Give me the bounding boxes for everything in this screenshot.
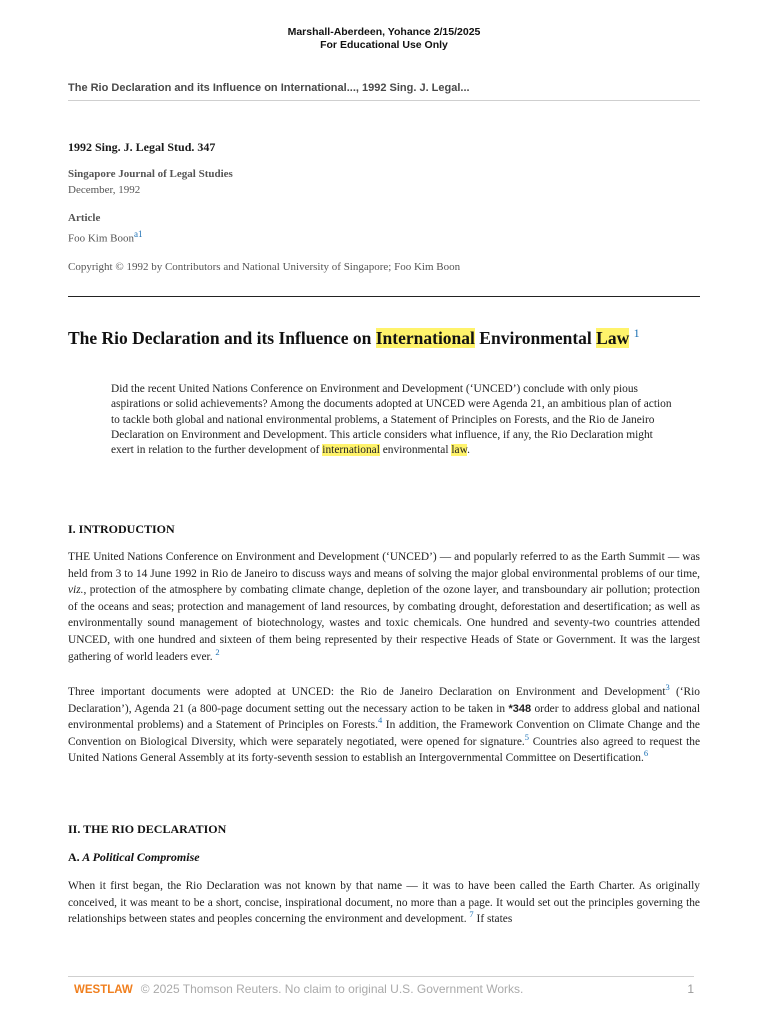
footer <box>68 976 694 996</box>
paragraph-text: Countries also agreed to request the United Nations General Assembly at its forty-seventh session to establish an Intergovernmental Committee on Desertification. <box>68 735 701 765</box>
footnote-link[interactable]: 6 <box>643 748 649 759</box>
paragraph-2 <box>68 684 700 767</box>
star-page: *348 <box>508 702 532 715</box>
page-number: 1 <box>687 982 694 996</box>
footnote-link[interactable]: 4 <box>377 715 383 726</box>
paragraph-text: THE United Nations Conference on Environment and Development (‘UNCED’) — and popularly referred to as the Earth Summit — was held from 3 to 14 June 1992 in Rio de Janeiro to discuss ways and means of solving the major global environmental problems of our time, <box>68 551 700 580</box>
author <box>68 229 143 245</box>
printed-header <box>0 26 768 52</box>
copyright: Copyright © 1992 by Contributors and National University of Singapore; Foo Kim Boon <box>68 261 461 273</box>
educational-use-notice: For Educational Use Only <box>320 39 448 51</box>
copyright-notice: © 2025 Thomson Reuters. No claim to original U.S. Government Works. <box>140 982 524 996</box>
subsection-label: A. <box>68 850 80 864</box>
search-highlight: International <box>375 327 475 348</box>
search-highlight: law <box>451 444 468 457</box>
paragraph-text: When it first began, the Rio Declaration was not known by that name — it was to have been called the Earth Charter. As originally conceived, it was meant to be a short, concise, inspirational document, no more than a page. It would set out the principles governing the relationships between states and peoples concerning the environment and development. <box>68 880 700 926</box>
paragraph-text: (‘Rio Declaration’), Agenda 21 (a 800-page document setting out the necessary action to be taken in <box>68 686 700 715</box>
article-title <box>68 326 708 349</box>
author-footnote-link[interactable]: a1 <box>134 229 143 239</box>
printed-user-date: Marshall-Aberdeen, Yohance 2/15/2025 <box>287 26 481 38</box>
subsection-heading <box>68 850 200 865</box>
divider <box>68 296 700 297</box>
search-highlight: Law <box>596 327 630 348</box>
title-text: The Rio Declaration and its Influence on <box>68 327 376 348</box>
citation: 1992 Sing. J. Legal Stud. 347 <box>68 140 216 154</box>
document-type: Article <box>68 212 101 224</box>
paragraph-1 <box>68 549 700 665</box>
footnote-link[interactable]: 5 <box>524 731 530 742</box>
paragraph-text: In addition, the Framework Convention on Climate Change and the Convention on Biological Diversity, which were separately negotiated, were opened for signature. <box>68 719 700 748</box>
paragraph-text: Three important documents were adopted at UNCED: the Rio de Janeiro Declaration on Environment and Development <box>68 686 666 698</box>
footnote-link[interactable]: 7 <box>469 909 474 920</box>
title-text: Environmental <box>474 327 597 348</box>
abstract <box>111 382 675 458</box>
footnote-link[interactable]: 3 <box>665 682 670 693</box>
abstract-text: . <box>467 444 470 457</box>
footnote-link[interactable]: 1 <box>633 326 640 340</box>
publication-date: December, 1992 <box>68 184 141 196</box>
abstract-text: environmental <box>379 444 452 457</box>
footnote-link[interactable]: 2 <box>215 646 220 657</box>
section-heading-rio-declaration: II. THE RIO DECLARATION <box>68 822 227 836</box>
paragraph-text: If states <box>473 913 513 926</box>
westlaw-logo: WESTLAW <box>74 984 133 996</box>
paragraph-3 <box>68 878 700 928</box>
author-name: Foo Kim Boon <box>68 232 135 245</box>
subsection-title: A Political Compromise <box>82 850 200 864</box>
journal-name: Singapore Journal of Legal Studies <box>68 168 233 180</box>
paragraph-text: , protection of the atmosphere by combating climate change, depletion of the ozone layer, and transboundary air pollution; protection of the oceans and seas; protection and management of land resources, by combating drought, deforestation and desertification; as well as environmentally sound management of biotechnology, wastes and toxic chemicals. One hundred and seventy-two countries attended UNCED, with one hundred and sixteen of them being represented by their respective Heads of State or Government. It was the largest gathering of world leaders ever. <box>68 584 700 663</box>
paragraph-text: viz. <box>68 584 84 597</box>
running-header: The Rio Declaration and its Influence on International..., 1992 Sing. J. Legal... <box>68 82 700 101</box>
section-heading-introduction: I. INTRODUCTION <box>68 522 175 536</box>
search-highlight: international <box>322 444 380 457</box>
abstract-text: Did the recent United Nations Conference on Environment and Development (‘UNCED’) conclude with only pious aspirations or solid achievements? Among the documents adopted at UNCED were Agenda 21, an ambitious plan of action to tackle both global and national environmental problems, a Statement of Principles on Forests, and the Rio de Janeiro Declaration on Environment and Development. This article considers what influence, if any, the Rio Declaration might exert in relation to the further development of <box>111 383 672 457</box>
paragraph-text: order to address global and national environmental problems) and a Statement of Principles on Forests. <box>68 702 700 732</box>
